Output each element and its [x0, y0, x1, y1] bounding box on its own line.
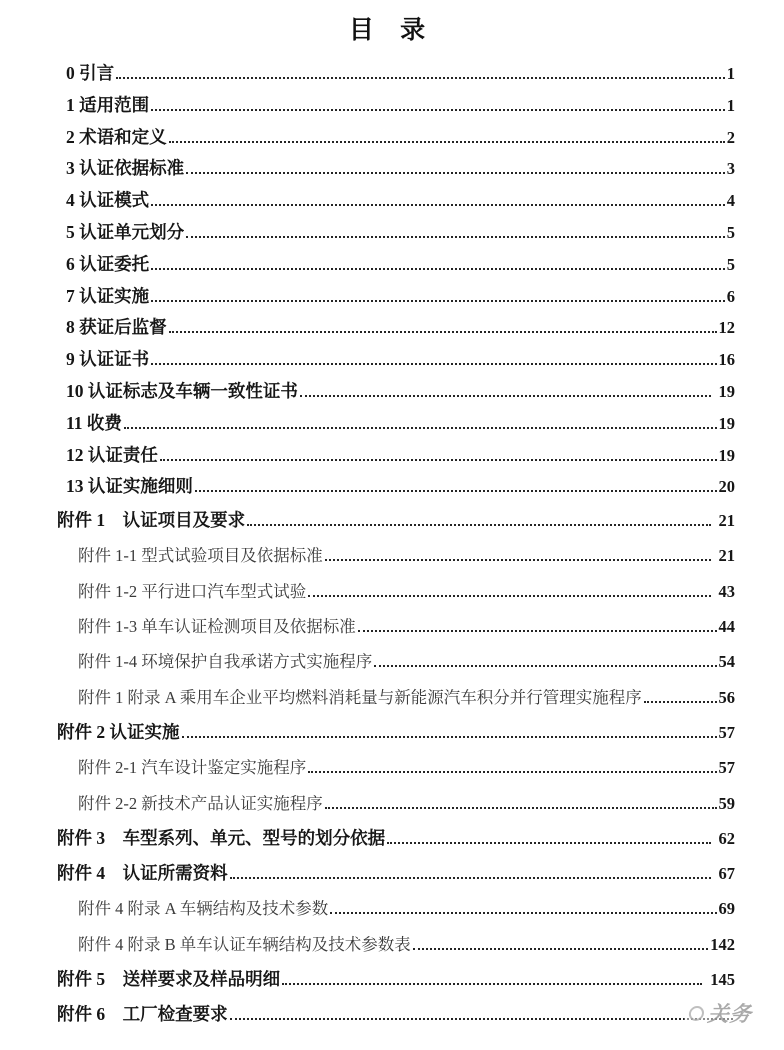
toc-entry-page: 69 [718, 899, 735, 919]
dot-leader-icon [151, 204, 725, 206]
toc-entry-page: 19 [718, 445, 735, 465]
toc-entry-label: 附件 4 认证所需资料 [57, 863, 228, 884]
toc-entry-page: 21 [718, 546, 735, 566]
toc-entry-label: 附件 1-1 型式试验项目及依据标准 [78, 546, 323, 566]
toc-entry-page: 20 [718, 477, 735, 497]
toc-entry-page: 16 [718, 350, 735, 370]
toc-entry-page: 67 [718, 864, 735, 884]
toc-entry-label: 13 认证实施细则 [66, 476, 193, 497]
toc-entry-page: 19 [718, 381, 735, 401]
toc-entry-label: 3 认证依据标准 [66, 158, 185, 179]
toc-entry-label: 附件 1-2 平行进口汽车型式试验 [78, 581, 307, 601]
toc-entry [0, 249, 784, 281]
toc-entry [0, 281, 784, 313]
toc-entry [0, 962, 784, 997]
toc-entry-page: 3 [726, 159, 735, 179]
toc-entry-page: 43 [718, 581, 735, 601]
dot-leader-icon [308, 595, 710, 597]
dot-leader-icon [282, 983, 702, 985]
toc-entry [0, 503, 784, 538]
toc-entry [0, 90, 784, 122]
toc-entry-label: 附件 1-4 环境保护自我承诺方式实施程序 [78, 652, 373, 672]
circle-logo-icon [688, 1006, 705, 1021]
dot-leader-icon [169, 141, 725, 143]
dot-leader-icon [182, 736, 717, 738]
toc-entry-page: 1 [726, 64, 735, 83]
toc-entry-label: 7 认证实施 [66, 285, 150, 306]
toc-entry-page: 44 [718, 617, 735, 637]
toc-entry [0, 538, 784, 573]
dot-leader-icon [247, 524, 710, 526]
dot-leader-icon [358, 630, 717, 632]
toc-entry-label: 附件 2-2 新技术产品认证实施程序 [78, 793, 323, 813]
toc-entry-page: 59 [718, 793, 735, 813]
toc-entry-label: 9 认证证书 [66, 349, 150, 370]
toc-entry-label: 1 适用范围 [66, 94, 150, 115]
page-title: 目 录 [348, 17, 436, 44]
toc-entry [0, 122, 784, 154]
dot-leader-icon [151, 109, 725, 111]
toc-entry [0, 997, 784, 1032]
toc-entry-page: 142 [710, 934, 735, 954]
dot-leader-icon [325, 807, 717, 809]
dot-leader-icon [325, 559, 711, 561]
dot-leader-icon [169, 331, 717, 333]
toc-entry [0, 153, 784, 185]
toc-entry-label: 0 引言 [66, 63, 115, 83]
toc-entry-label: 8 获证后监督 [66, 317, 167, 338]
toc-entry [0, 609, 784, 644]
dot-leader-icon [186, 172, 725, 174]
toc-entry-label: 附件 2-1 汽车设计鉴定实施程序 [78, 758, 307, 778]
dot-leader-icon [124, 427, 717, 429]
toc-entry-label: 附件 6 工厂检查要求 [57, 1004, 228, 1025]
toc-entry-page: 57 [718, 758, 735, 778]
watermark [683, 996, 758, 1030]
toc-entry-page: 56 [718, 687, 735, 707]
toc-entry [0, 217, 784, 249]
watermark-text: 关务 [706, 1002, 754, 1026]
toc-entry [0, 680, 784, 715]
toc-entry [0, 750, 784, 785]
toc-entry-page: 21 [718, 511, 735, 531]
dot-leader-icon [230, 1018, 733, 1020]
toc-entry-label: 附件 1-3 单车认证检测项目及依据标准 [78, 617, 356, 637]
toc-entry-label: 附件 2 认证实施 [57, 721, 180, 742]
toc-entry-label: 4 认证模式 [66, 190, 150, 211]
toc-entry [0, 856, 784, 891]
toc-entry-page: 62 [718, 828, 735, 848]
dot-leader-icon [160, 459, 717, 461]
dot-leader-icon [151, 363, 716, 365]
dot-leader-icon [308, 771, 716, 773]
dot-leader-icon [186, 236, 725, 238]
toc-entry [0, 715, 784, 750]
dot-leader-icon [230, 877, 711, 879]
toc-entry [0, 312, 784, 344]
toc-entry-page: 6 [726, 286, 735, 306]
dot-leader-icon [330, 912, 716, 914]
toc-entry-page: 5 [726, 254, 735, 274]
toc-entry-page: 2 [726, 127, 735, 147]
toc-entry [0, 344, 784, 376]
toc-entry-page: 4 [726, 191, 735, 211]
toc-entry-label: 10 认证标志及车辆一致性证书 [66, 380, 298, 401]
toc-entry-page: 5 [726, 222, 735, 242]
dot-leader-icon [374, 665, 716, 667]
toc-entry [0, 574, 784, 609]
toc-entry-page: 54 [718, 652, 735, 672]
toc-entry [0, 58, 784, 90]
dot-leader-icon [116, 77, 725, 79]
toc-entry-page: 19 [718, 413, 735, 433]
toc-entry [0, 821, 784, 856]
toc-entry [0, 440, 784, 472]
toc-entry-label: 附件 1 认证项目及要求 [57, 510, 246, 531]
toc-entry [0, 927, 784, 962]
dot-leader-icon [387, 842, 710, 844]
toc-entry-page: 57 [718, 722, 735, 742]
toc-entry-label: 12 认证责任 [66, 444, 158, 465]
toc-entry-label: 11 收费 [66, 412, 122, 433]
dot-leader-icon [151, 300, 725, 302]
dot-leader-icon [644, 701, 717, 703]
toc-entry [0, 786, 784, 821]
toc-entry [0, 644, 784, 679]
toc-entry [0, 408, 784, 440]
dot-leader-icon [300, 395, 711, 397]
dot-leader-icon [195, 490, 717, 492]
dot-leader-icon [413, 948, 708, 950]
toc-entry-page: 145 [710, 970, 735, 990]
toc-entry-label: 附件 4 附录 A 车辆结构及技术参数 [78, 899, 329, 919]
dot-leader-icon [151, 268, 725, 270]
toc-entry-label: 2 术语和定义 [66, 126, 167, 147]
toc-entry [0, 376, 784, 408]
toc-entry-label: 附件 1 附录 A 乘用车企业平均燃料消耗量与新能源汽车积分并行管理实施程序 [78, 687, 642, 707]
toc-entry [0, 185, 784, 217]
toc-entry-label: 5 认证单元划分 [66, 221, 185, 242]
toc-entry-page: 12 [718, 318, 735, 338]
toc-entry-label: 6 认证委托 [66, 253, 150, 274]
toc-entry-label: 附件 5 送样要求及样品明细 [57, 969, 281, 990]
toc-entry [0, 891, 784, 926]
toc-entry-page: 1 [726, 95, 735, 115]
toc-entry-label: 附件 4 附录 B 单车认证车辆结构及技术参数表 [78, 934, 411, 954]
toc-list [0, 58, 784, 1033]
toc-entry [0, 471, 784, 503]
toc-entry-label: 附件 3 车型系列、单元、型号的划分依据 [57, 827, 386, 848]
